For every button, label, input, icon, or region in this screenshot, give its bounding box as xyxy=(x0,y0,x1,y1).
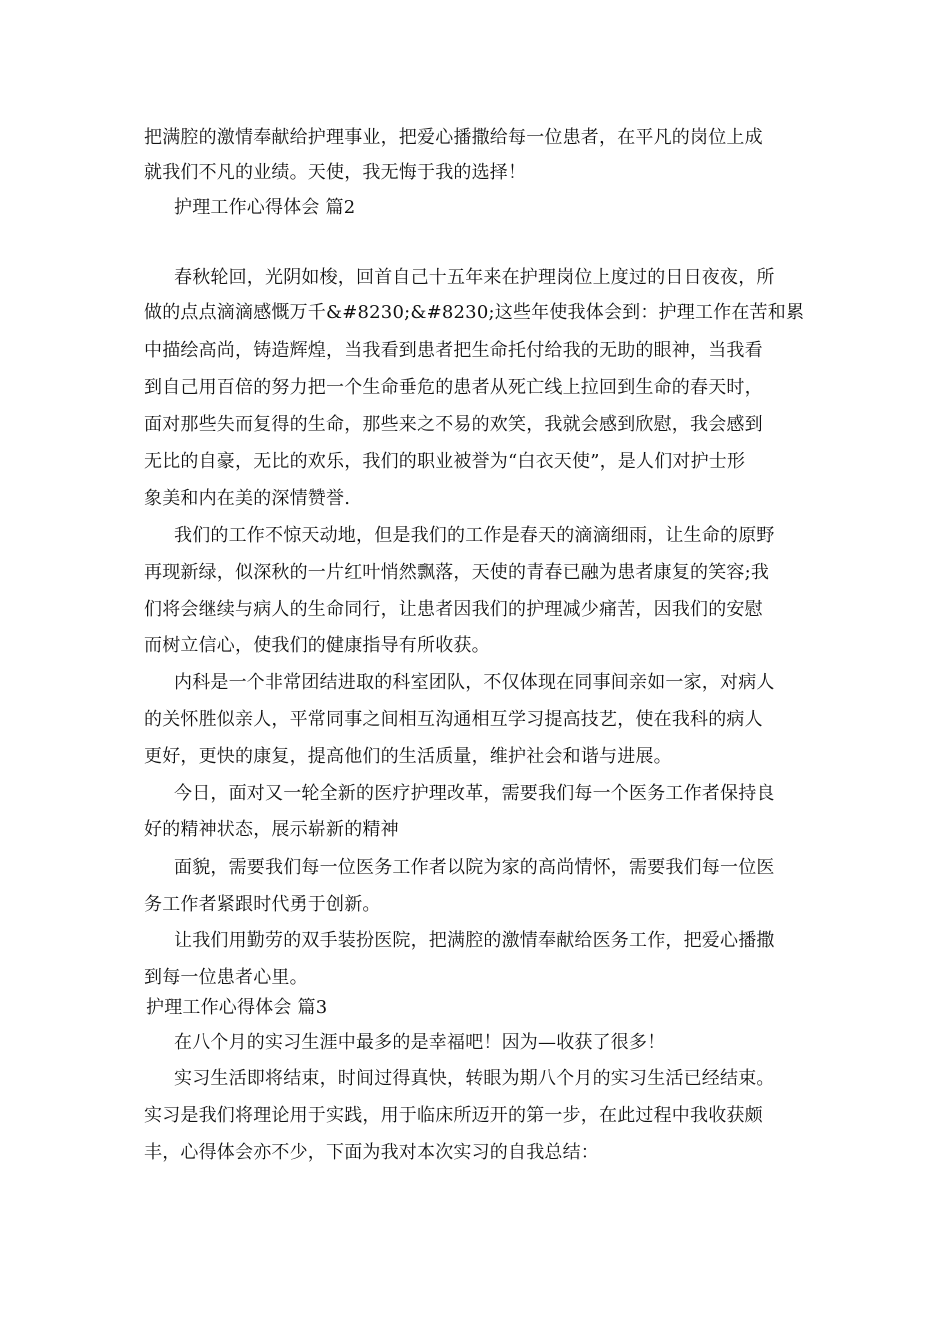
text-line: 今日，面对又一轮全新的医疗护理改革，需要我们每一个医务工作者保持良 xyxy=(174,783,775,804)
text-line: 实习生活即将结束，时间过得真快，转眼为期八个月的实习生活已经结束。 xyxy=(174,1068,775,1089)
text-line: 到每一位患者心里。 xyxy=(144,967,308,988)
text-line: 中描绘高尚，铸造辉煌，当我看到患者把生命托付给我的无助的眼神，当我看 xyxy=(144,340,763,361)
text-line: 内科是一个非常团结进取的科室团队，不仅体现在同事间亲如一家，对病人 xyxy=(174,672,775,693)
text-line: 再现新绿，似深秋的一片红叶悄然飘落，天使的青春已融为患者康复的笑容;我 xyxy=(144,562,770,583)
text-line: 就我们不凡的业绩。天使，我无悔于我的选择！ xyxy=(144,162,527,183)
text-line: 而树立信心，使我们的健康指导有所收获。 xyxy=(144,635,490,656)
text-line: 做的点点滴滴感慨万千&#8230;&#8230;这些年使我体会到：护理工作在苦和累 xyxy=(144,302,805,323)
text-line: 面貌，需要我们每一位医务工作者以院为家的高尚情怀，需要我们每一位医 xyxy=(174,857,775,878)
text-line: 我们的工作不惊天动地，但是我们的工作是春天的滴滴细雨，让生命的原野 xyxy=(174,525,775,546)
text-line: 实习是我们将理论用于实践，用于临床所迈开的第一步，在此过程中我收获颇 xyxy=(144,1105,763,1126)
text-line: 面对那些失而复得的生命，那些来之不易的欢笑，我就会感到欣慰，我会感到 xyxy=(144,414,763,435)
text-line: 的关怀胜似亲人，平常同事之间相互沟通相互学习提高技艺，使在我科的病人 xyxy=(144,709,763,730)
text-line: 丰，心得体会亦不少，下面为我对本次实习的自我总结： xyxy=(144,1142,599,1163)
text-line: 让我们用勤劳的双手装扮医院，把满腔的激情奉献给医务工作，把爱心播撒 xyxy=(174,930,775,951)
text-line: 到自己用百倍的努力把一个生命垂危的患者从死亡线上拉回到生命的春天时， xyxy=(144,377,763,398)
text-line: 在八个月的实习生涯中最多的是幸福吧！因为—收获了很多！ xyxy=(174,1032,666,1053)
text-line: 们将会继续与病人的生命同行，让患者因我们的护理减少痛苦，因我们的安慰 xyxy=(144,599,763,620)
section-heading: 护理工作心得体会 篇3 xyxy=(146,997,328,1018)
text-line: 象美和内在美的深情赞誉. xyxy=(144,488,351,509)
text-line: 春秋轮回，光阴如梭，回首自己十五年来在护理岗位上度过的日日夜夜，所 xyxy=(174,267,775,288)
text-line: 把满腔的激情奉献给护理事业，把爱心播撒给每一位患者，在平凡的岗位上成 xyxy=(144,127,763,148)
text-line: 更好，更快的康复，提高他们的生活质量，维护社会和谐与进展。 xyxy=(144,746,672,767)
text-line: 务工作者紧跟时代勇于创新。 xyxy=(144,894,381,915)
text-line: 好的精神状态，展示崭新的精神 xyxy=(144,819,399,840)
section-heading: 护理工作心得体会 篇2 xyxy=(174,197,356,218)
text-line: 无比的自豪，无比的欢乐，我们的职业被誉为“白衣天使”，是人们对护士形 xyxy=(144,451,746,472)
